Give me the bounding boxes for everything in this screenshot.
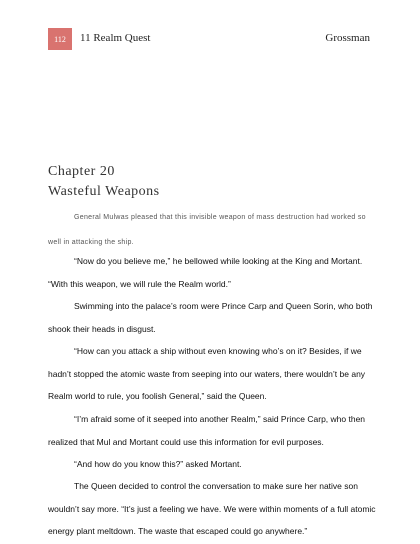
paragraph: Swimming into the palace’s room were Prince Carp and Queen Sorin, who both shook their heads in disgust. xyxy=(48,301,373,334)
paragraph: “I’m afraid some of it seeped into another Realm,” said Prince Carp, who then realized that Mul and Mortant could use this information for evil purposes. xyxy=(48,414,366,447)
author-name: Grossman xyxy=(325,32,370,44)
chapter-number: Chapter 20 xyxy=(48,164,115,179)
paragraph: “Now do you believe me,” he bellowed while looking at the King and Mortant. “With this weapon, we will rule the Realm world.” xyxy=(48,256,363,289)
paragraph: “And how do you know this?” asked Mortant. xyxy=(74,459,242,469)
page-number-badge: 112 xyxy=(48,28,72,50)
book-title: 11 Realm Quest xyxy=(80,32,151,44)
paragraph: “How can you attack a ship without even knowing who’s on it? Besides, if we hadn’t stopped the atomic waste from seeping into our waters, there wouldn’t be any Realm world to rule, you foolish General,” said the Queen. xyxy=(48,346,366,401)
paragraph: The Queen decided to control the conversation to make sure her native son wouldn’t say more. “It’s just a feeling we have. We were within moments of a full atomic energy plant meltdown. The waste that escaped could go anywhere.” xyxy=(48,481,376,536)
paragraph: General Mulwas pleased that this invisible weapon of mass destruction had worked so well in attacking the ship. xyxy=(48,214,366,246)
chapter-title: Wasteful Weapons xyxy=(48,184,160,199)
